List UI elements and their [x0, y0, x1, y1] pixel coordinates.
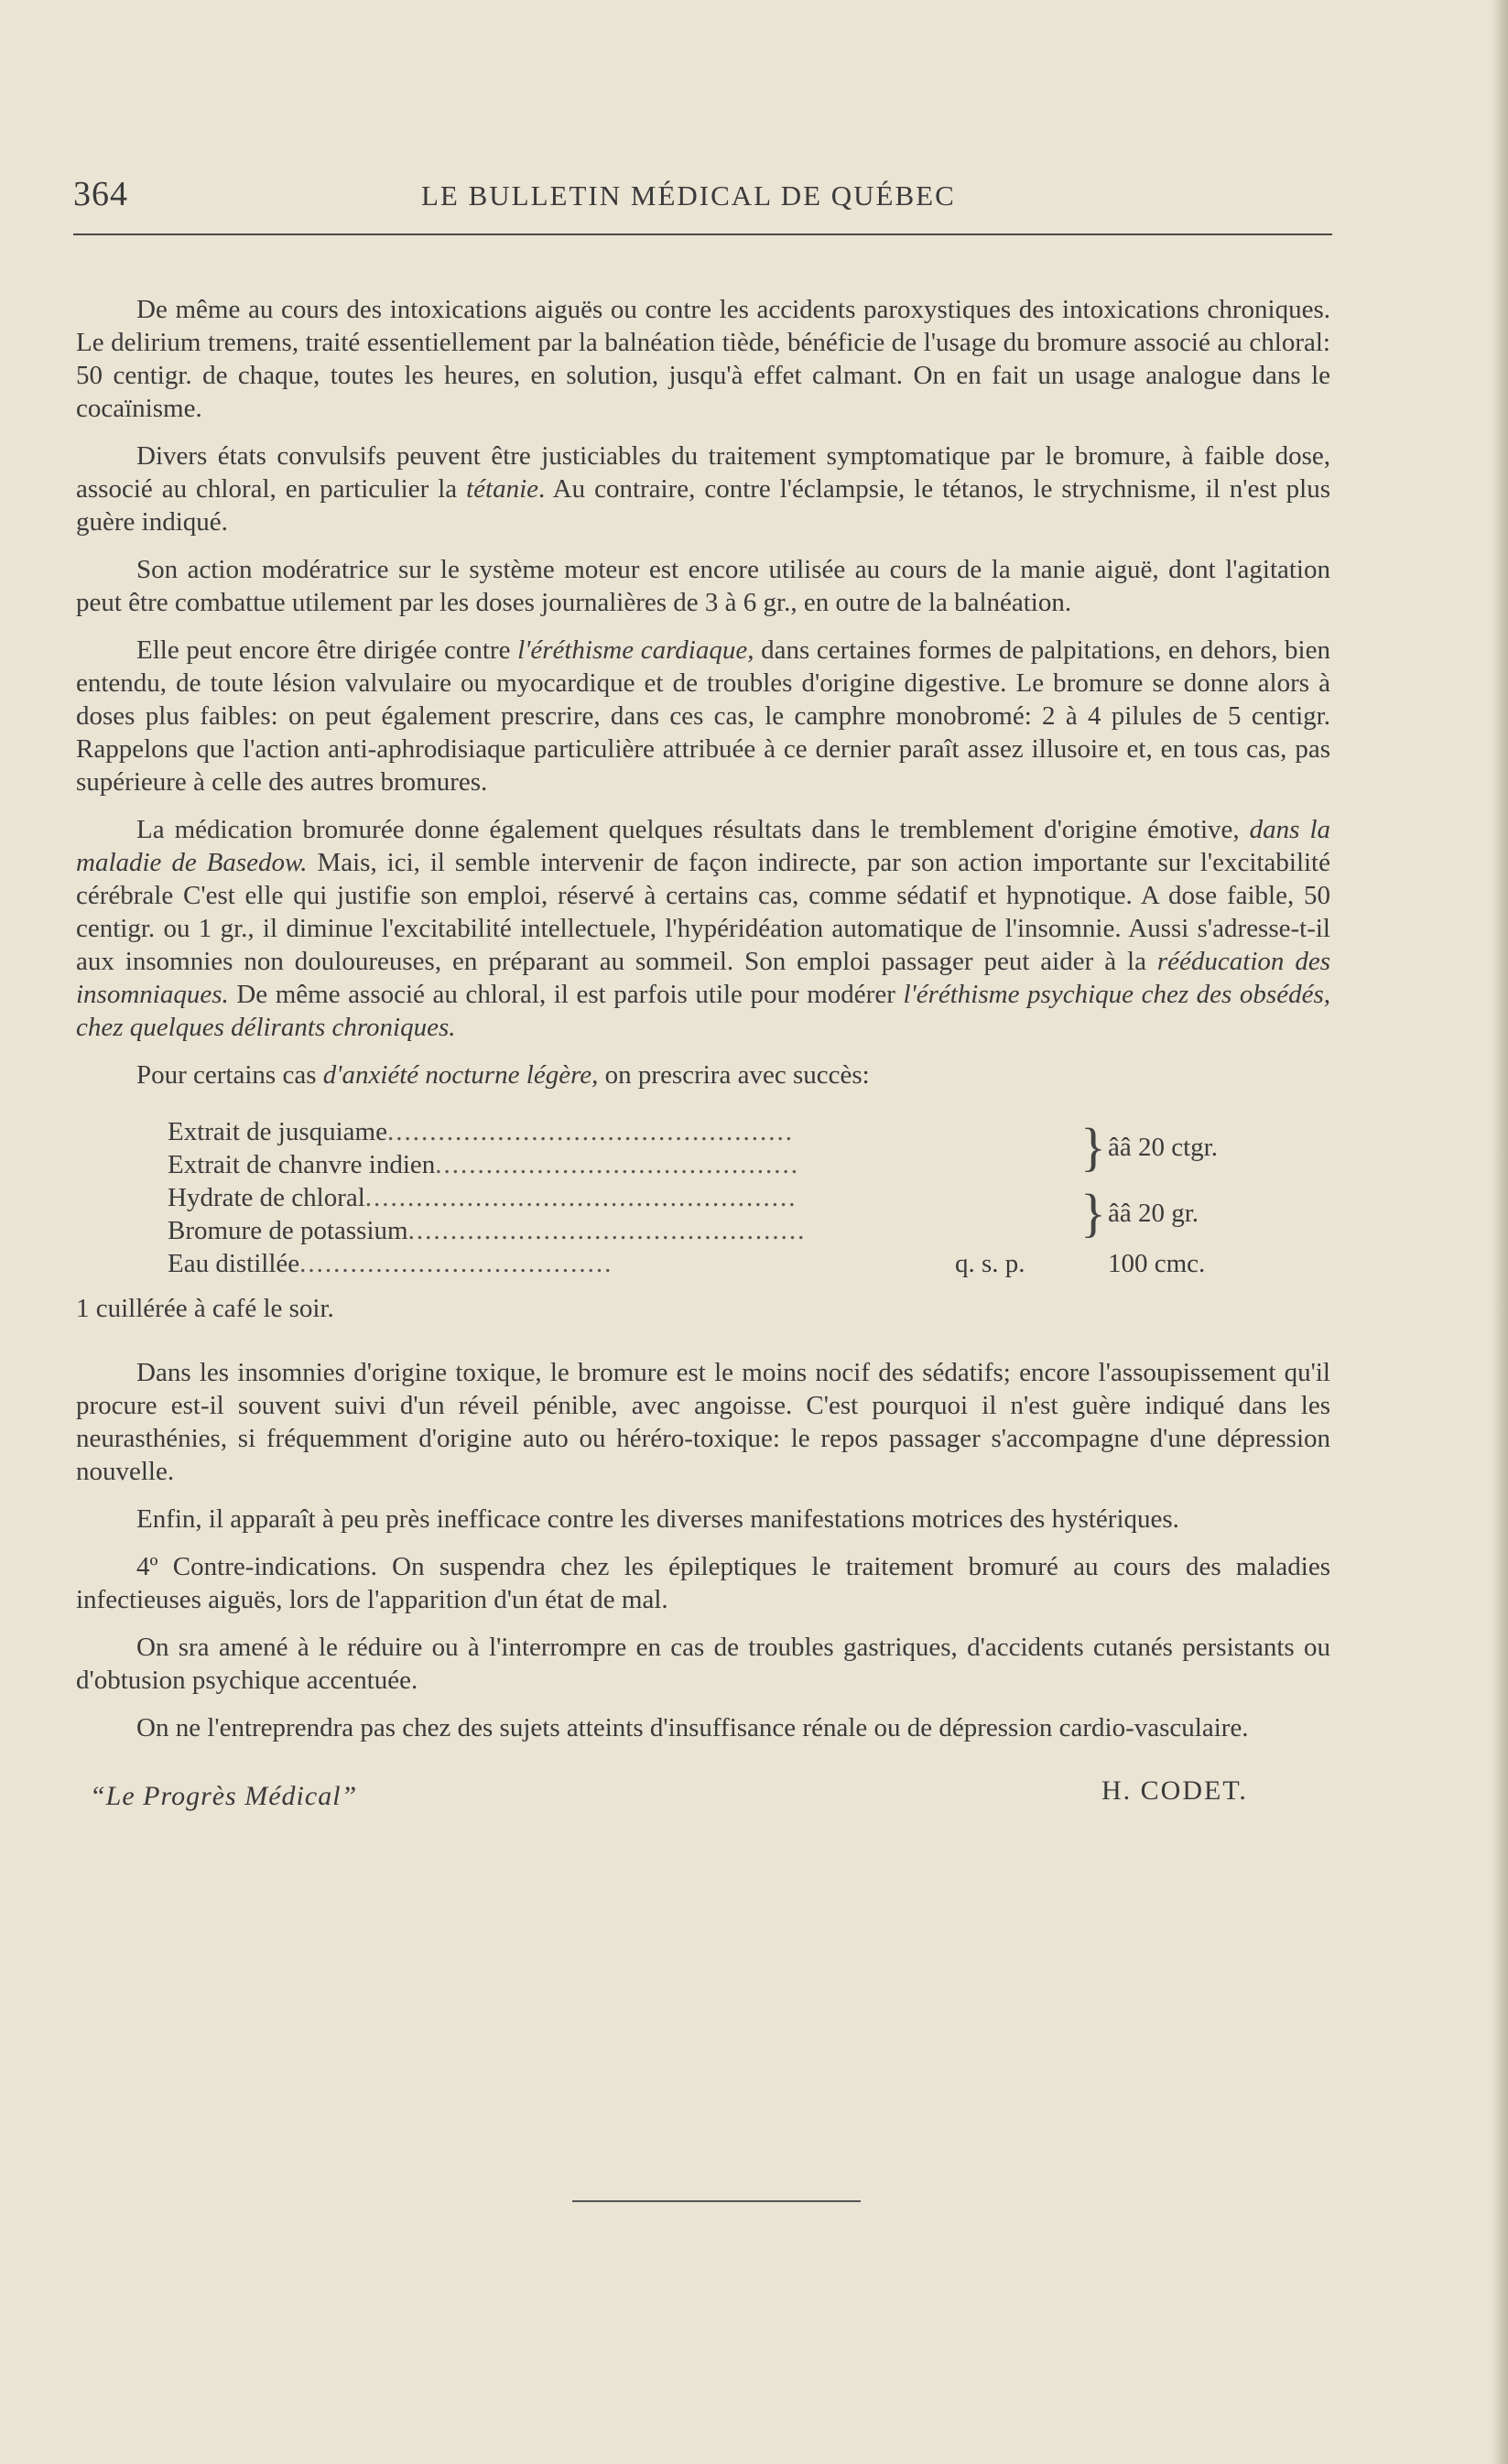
- paragraph: On ne l'entreprendra pas chez des sujets atteints d'insuffisance rénale ou de dépression cardio-vasculaire.: [136, 1713, 1249, 1742]
- brace-icon: }: [1080, 1183, 1106, 1243]
- brace-icon: }: [1080, 1117, 1106, 1177]
- paragraph: Dans les insomnies d'origine toxique, le bromure est le moins nocif des sédatifs; encore l'assoupissement qu'il procure est-il souvent suivi d'un réveil pénible, avec angoisse. C'est pourquoi il n'est guère indiqué dans les neurasthénies, si fréquemment d'origine auto ou héréro-toxique: le repos passager s'accompagne d'une dépression nouvelle.: [76, 1358, 1330, 1486]
- paragraph: 4º Contre-indications. On suspendra chez les épileptiques le traitement bromuré au cours des maladies infectieuses aiguës, lors de l'apparition d'un état de mal.: [76, 1552, 1330, 1614]
- dose-label: 100 cmc.: [1108, 1249, 1206, 1278]
- paragraph: Pour certains cas d'anxiété nocturne légère, on prescrira avec succès:: [136, 1060, 870, 1090]
- emphasis: l'éréthisme psychique chez des obsédés, chez quelques délirants chroniques.: [76, 980, 1330, 1042]
- prescription: [76, 1115, 1330, 1285]
- header-rule: [73, 233, 1332, 235]
- paragraph: De même au cours des intoxications aiguës ou contre les accidents paroxystiques des intoxications chroniques. Le delirium tremens, traité essentiellement par la balnéation tiède, bénéficie de l'usage du bromure associé au chloral: 50 centigr. de chaque, toutes les heures, en solution, jusqu'à effet calmant. On en fait un usage analogue dans le cocaïnisme.: [76, 295, 1330, 423]
- article-body: [76, 293, 1330, 1827]
- emphasis: rééducation des insomniaques.: [76, 947, 1330, 1009]
- paragraph: La médication bromurée donne également quelques résultats dans le tremblement d'origine émotive, dans la maladie de Basedow. Mais, ici, il semble intervenir de façon indirecte, par son action importante sur l'excitabilité cérébrale C'est elle qui justifie son emploi, réservé à certains cas, comme sédatif et hypnotique. A dose faible, 50 centigr. ou 1 gr., il diminue l'excitabilité intellectuele, l'hypéridéation automatique de l'insomnie. Aussi s'adresse-t-il aux insomnies non douloureuses, en préparant au sommeil. Son emploi passager peut aider à la rééducation des insomniaques. De même associé au chloral, il est parfois utile pour modérer l'éréthisme psychique chez des obsédés, chez quelques délirants chroniques.: [76, 815, 1330, 1042]
- paragraph: Son action modératrice sur le système moteur est encore utilisée au cours de la manie aiguë, dont l'agitation peut être combattue utilement par les doses journalières de 3 à 6 gr., en outre de la balnéation.: [76, 555, 1330, 617]
- article-footer: [76, 1775, 1330, 1827]
- paragraph: On sra amené à le réduire ou à l'interrompre en cas de troubles gastriques, d'accidents cutanés persistants ou d'obtusion psychique accentuée.: [76, 1633, 1330, 1695]
- emphasis: dans la maladie de Basedow.: [76, 815, 1330, 877]
- author-signature: H. CODET.: [1101, 1775, 1248, 1806]
- qsp-label: q. s. p.: [955, 1249, 1025, 1278]
- end-rule: [572, 2200, 861, 2202]
- page-header: [73, 174, 1332, 229]
- dose-label: ââ 20 ctgr.: [1108, 1133, 1218, 1162]
- running-title: LE BULLETIN MÉDICAL DE QUÉBEC: [421, 179, 956, 212]
- prescription-item: Eau distillée..................................... q. s. p.: [168, 1249, 1025, 1278]
- dose-label: ââ 20 gr.: [1108, 1199, 1199, 1228]
- emphasis: d'anxiété nocturne légère,: [322, 1060, 599, 1090]
- emphasis: l'éréthisme cardiaque,: [517, 635, 754, 665]
- emphasis: tétanie: [466, 474, 539, 504]
- paragraph: Enfin, il apparaît à peu près inefficace contre les diverses manifestations motrices des hystériques.: [136, 1504, 1179, 1534]
- page-number: 364: [73, 175, 128, 213]
- prescription-item: Bromure de potassium...............................................: [168, 1216, 807, 1245]
- paragraph: Divers états convulsifs peuvent être justiciables du traitement symptomatique par le bromure, à faible dose, associé au chloral, en particulier la tétanie. Au contraire, contre l'éclampsie, le tétanos, le strychnisme, il n'est plus guère indiqué.: [76, 441, 1331, 537]
- prescription-item: Extrait de chanvre indien...........................................: [168, 1150, 800, 1179]
- source-citation: “Le Progrès Médical”: [90, 1781, 358, 1811]
- prescription-item: Extrait de jusquiame................................................: [168, 1117, 794, 1146]
- page-edge-shadow: [1492, 0, 1508, 2464]
- paragraph: Elle peut encore être dirigée contre l'éréthisme cardiaque, dans certaines formes de palpitations, en dehors, bien entendu, de toute lésion valvulaire ou myocardique et de troubles d'origine digestive. Le bromure se donne alors à doses plus faibles: on peut également prescrire, dans ces cas, le camphre monobromé: 2 à 4 pilules de 5 centigr. Rappelons que l'action anti-aphrodisiaque particulière attribuée à ce dernier paraît assez illusoire et, en tous cas, pas supérieure à celle des autres bromures.: [76, 635, 1330, 797]
- dosage-note: 1 cuillérée à café le soir.: [76, 1294, 334, 1323]
- prescription-item: Hydrate de chloral...................................................: [168, 1183, 797, 1212]
